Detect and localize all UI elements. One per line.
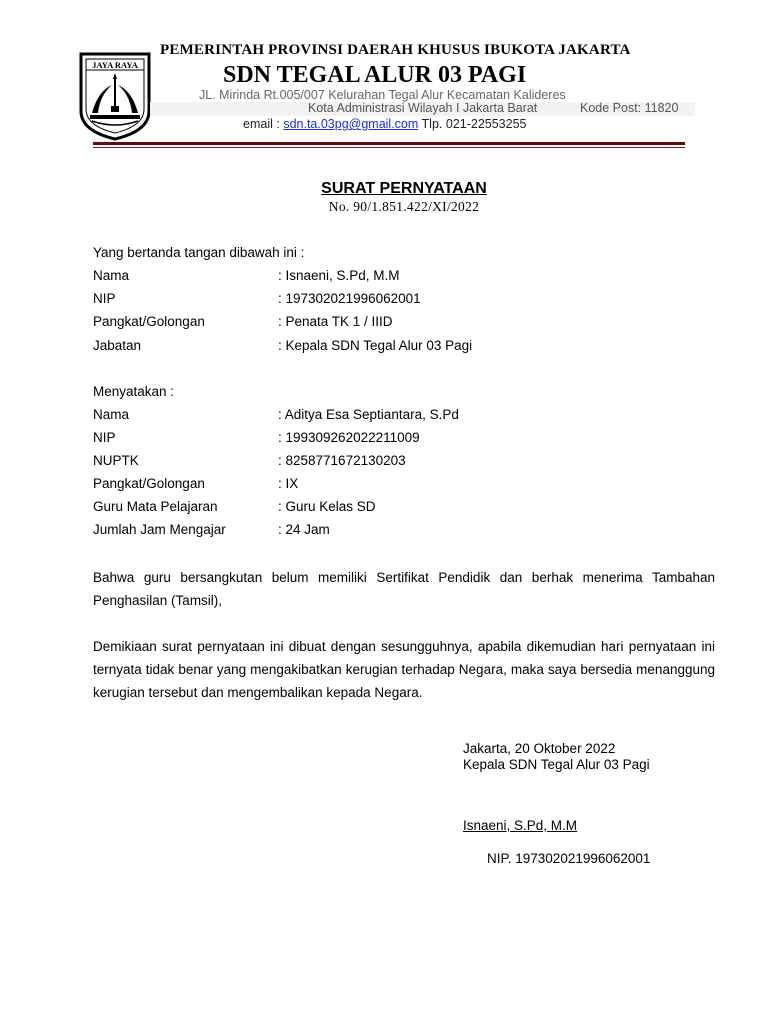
- subject-label: Jumlah Jam Mengajar: [93, 522, 226, 537]
- signer-label: Jabatan: [93, 338, 142, 353]
- subject-label: NIP: [93, 430, 116, 445]
- subject-value: : 8258771672130203: [278, 453, 406, 468]
- subject-label: Nama: [93, 407, 130, 422]
- place-date: Jakarta, 20 Oktober 2022: [463, 741, 616, 756]
- subject-label: Pangkat/Golongan: [93, 476, 205, 491]
- email-label: email :: [243, 117, 280, 131]
- statement-paragraph: Bahwa guru bersangkutan belum memiliki Sertifikat Pendidik dan berhak menerima Tambahan Penghasilan (Tamsil),: [93, 570, 715, 608]
- signer-value: : Kepala SDN Tegal Alur 03 Pagi: [278, 338, 473, 353]
- document-title: SURAT PERNYATAAN: [321, 180, 487, 197]
- jakarta-crest-logo: [78, 51, 152, 141]
- address-line-2: Kota Administrasi Wilayah I Jakarta Barat: [308, 101, 538, 115]
- declares-text: Menyatakan :: [93, 384, 175, 399]
- header-rule-thick: [93, 142, 685, 145]
- signer-nip: NIP. 197302021996062001: [487, 851, 651, 866]
- government-name: PEMERINTAH PROVINSI DAERAH KHUSUS IBUKOTA JAKARTA: [160, 42, 631, 58]
- signer-name: Isnaeni, S.Pd, M.M: [463, 818, 578, 833]
- subject-value: : IX: [278, 476, 299, 491]
- subject-label: NUPTK: [93, 453, 139, 468]
- signer-value: : Isnaeni, S.Pd, M.M: [278, 268, 400, 283]
- subject-value: : 24 Jam: [278, 522, 330, 537]
- postal-code: Kode Post: 11820: [580, 101, 679, 115]
- school-name: SDN TEGAL ALUR 03 PAGI: [223, 62, 527, 88]
- subject-value: : Aditya Esa Septiantara, S.Pd: [278, 407, 459, 422]
- signer-label: Nama: [93, 268, 130, 283]
- signer-value: : 197302021996062001: [278, 291, 421, 306]
- header-rule-thin: [93, 147, 685, 148]
- subject-label: Guru Mata Pelajaran: [93, 499, 218, 514]
- closing-paragraph: Demikiaan surat pernyataan ini dibuat dengan sesungguhnya, apabila dikemudian hari pernyataan ini ternyata tidak benar yang mengakibatkan kerugian terhadap Negara, maka saya bersedia menanggung kerugian tersebut dan mengembalikan kepada Negara.: [93, 639, 715, 700]
- phone-number: Tlp. 021-22553255: [421, 117, 527, 131]
- address-line-1: JL. Mirinda Rt.005/007 Kelurahan Tegal Alur Kecamatan Kalideres: [199, 88, 566, 102]
- subject-value: : 199309262022211009: [278, 430, 420, 445]
- document-number: No. 90/1.851.422/XI/2022: [328, 199, 480, 214]
- subject-value: : Guru Kelas SD: [278, 499, 376, 514]
- signer-value: : Penata TK 1 / IIID: [278, 314, 393, 329]
- logo-text: JAYA RAYA: [92, 60, 138, 70]
- intro-text: Yang bertanda tangan dibawah ini :: [93, 245, 305, 260]
- signer-label: Pangkat/Golongan: [93, 314, 205, 329]
- signer-position: Kepala SDN Tegal Alur 03 Pagi: [463, 757, 650, 772]
- signer-label: NIP: [93, 291, 116, 306]
- contact-row: [243, 117, 527, 131]
- email-link[interactable]: sdn.ta.03pg@gmail.com: [283, 117, 419, 131]
